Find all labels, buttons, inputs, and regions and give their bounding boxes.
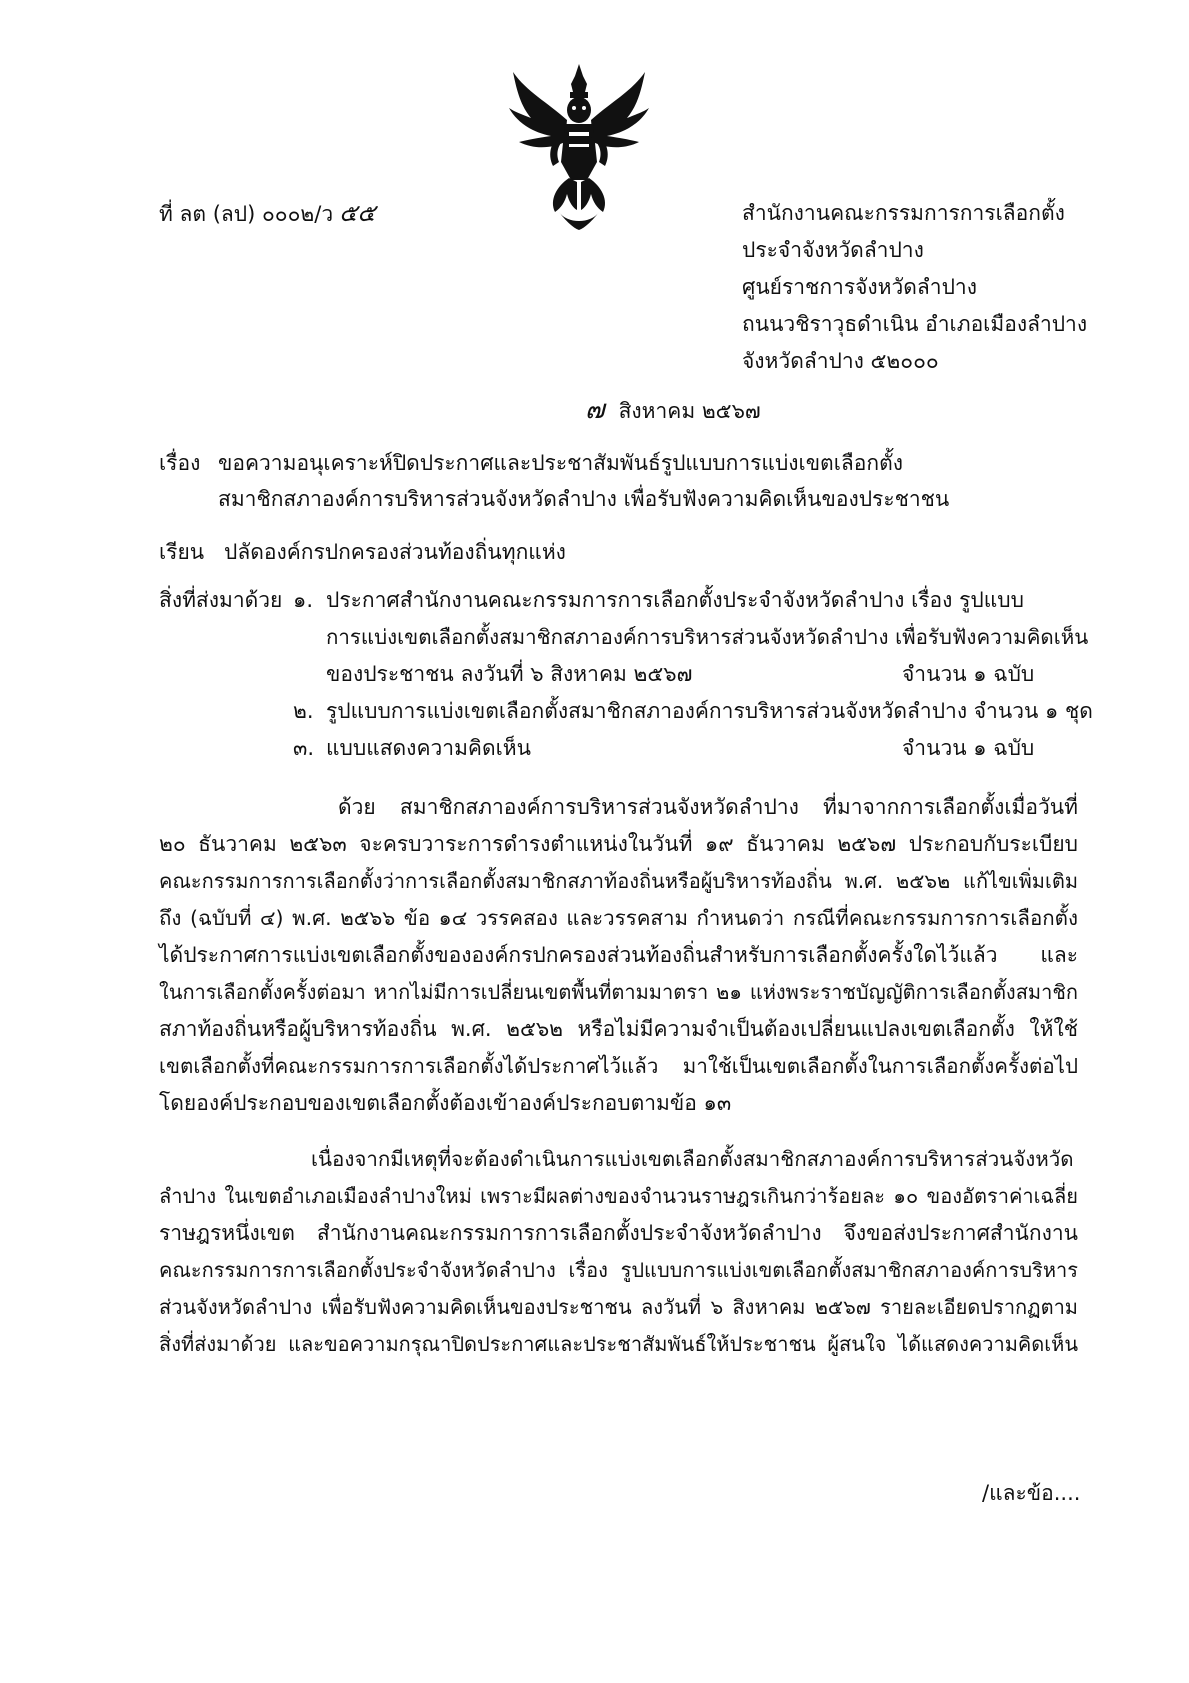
paragraph-line: เนื่องจากมีเหตุที่จะต้องดำเนินการแบ่งเขตเลือกตั้งสมาชิกสภาองค์การบริหารส่วนจังหวัด [311,1147,1074,1171]
enclosures-label: สิ่งที่ส่งมาด้วย [159,588,283,612]
paragraph-line: ได้ประกาศการแบ่งเขตเลือกตั้งขององค์กรปกครองส่วนท้องถิ่นสำหรับการเลือกตั้งครั้งใดไว้แล้ว และ [159,943,1078,967]
reference-number-handwritten: ๕๕ [339,199,376,227]
paragraph-line: ส่วนจังหวัดลำปาง เพื่อรับฟังความคิดเห็นของประชาชน ลงวันที่ ๖ สิงหาคม ๒๕๖๗ รายละเอียดปรากฏตาม [159,1295,1078,1319]
address-line: ศูนย์ราชการจังหวัดลำปาง [742,275,977,299]
paragraph-line: ๒๐ ธันวาคม ๒๕๖๓ จะครบวาระการดำรงตำแหน่งในวันที่ ๑๙ ธันวาคม ๒๕๖๗ ประกอบกับระเบียบ [159,832,1078,856]
date-month-year: สิงหาคม ๒๕๖๗ [618,399,761,423]
paragraph-line: ลำปาง ในเขตอำเภอเมืองลำปางใหม่ เพราะมีผลต่างของจำนวนราษฎรเกินกว่าร้อยละ ๑๐ ของอัตราค่าเฉลี่ย [159,1184,1078,1208]
address-line: สำนักงานคณะกรรมการการเลือกตั้ง [742,201,1065,225]
subject-line: สมาชิกสภาองค์การบริหารส่วนจังหวัดลำปาง เพื่อรับฟังความคิดเห็นของประชาชน [218,487,950,511]
paragraph-line: ถึง (ฉบับที่ ๔) พ.ศ. ๒๕๖๖ ข้อ ๑๔ วรรคสอง และวรรคสาม กำหนดว่า กรณีที่คณะกรรมการการเลือกตั้ง [159,906,1078,930]
paragraph-line: สิ่งที่ส่งมาด้วย และขอความกรุณาปิดประกาศและประชาสัมพันธ์ให้ประชาชน ผู้สนใจ ได้แสดงความคิดเห็น [159,1332,1078,1356]
paragraph-line: คณะกรรมการการเลือกตั้งประจำจังหวัดลำปาง เรื่อง รูปแบบการแบ่งเขตเลือกตั้งสมาชิกสภาองค์การบริหาร [159,1258,1078,1282]
recipient-label: เรียน [159,540,205,564]
enclosure-line: ประกาศสำนักงานคณะกรรมการการเลือกตั้งประจำจังหวัดลำปาง เรื่อง รูปแบบ [326,588,1024,612]
page-continuation: /และข้อ.... [982,1481,1081,1505]
subject-line: ขอความอนุเคราะห์ปิดประกาศและประชาสัมพันธ์รูปแบบการแบ่งเขตเลือกตั้ง [218,451,903,475]
enclosure-number: ๒. [293,699,314,723]
garuda-emblem-icon [507,62,652,232]
recipient-text: ปลัดองค์กรปกครองส่วนท้องถิ่นทุกแห่ง [224,540,566,564]
paragraph-line: สภาท้องถิ่นหรือผู้บริหารท้องถิ่น พ.ศ. ๒๕๖๒ หรือไม่มีความจำเป็นต้องเปลี่ยนแปลงเขตเลือกตั้ง ให้ใช้ [159,1017,1078,1041]
enclosure-line: รูปแบบการแบ่งเขตเลือกตั้งสมาชิกสภาองค์การบริหารส่วนจังหวัดลำปาง จำนวน ๑ ชุด [326,699,1093,723]
subject-label: เรื่อง [159,451,201,475]
paragraph-line: เขตเลือกตั้งที่คณะกรรมการการเลือกตั้งได้ประกาศไว้แล้ว มาใช้เป็นเขตเลือกตั้งในการเลือกตั้งครั้งต่อไป [159,1054,1078,1078]
paragraph-line: คณะกรรมการการเลือกตั้งว่าการเลือกตั้งสมาชิกสภาท้องถิ่นหรือผู้บริหารท้องถิ่น พ.ศ. ๒๕๖๒ แก้ไขเพิ่มเติม [159,869,1078,893]
letter-date [585,395,761,426]
enclosure-number: ๑. [293,588,314,612]
enclosure-line: ของประชาชน ลงวันที่ ๖ สิงหาคม ๒๕๖๗ [326,662,693,686]
date-day-handwritten: ๗ [585,395,605,425]
enclosure-line: แบบแสดงความคิดเห็น [326,736,531,760]
paragraph-line: ในการเลือกตั้งครั้งต่อมา หากไม่มีการเปลี่ยนเขตพื้นที่ตามมาตรา ๒๑ แห่งพระราชบัญญัติการเลือกตั้งสมาชิก [159,980,1078,1004]
reference-number [159,198,375,229]
paragraph-line: ด้วย สมาชิกสภาองค์การบริหารส่วนจังหวัดลำปาง ที่มาจากการเลือกตั้งเมื่อวันที่ [338,795,1078,819]
address-line: จังหวัดลำปาง ๕๒๐๐๐ [742,349,939,373]
paragraph-line: โดยองค์ประกอบของเขตเลือกตั้งต้องเข้าองค์ประกอบตามข้อ ๑๓ [159,1091,732,1115]
paragraph-line: ราษฎรหนึ่งเขต สำนักงานคณะกรรมการการเลือกตั้งประจำจังหวัดลำปาง จึงขอส่งประกาศสำนักงาน [159,1221,1078,1245]
enclosure-quantity: จำนวน ๑ ฉบับ [902,736,1035,760]
address-line: ถนนวชิราวุธดำเนิน อำเภอเมืองลำปาง [742,312,1088,336]
reference-number-text: ที่ ลต (ลป) ๐๐๐๒/ว [159,202,334,226]
enclosure-quantity: จำนวน ๑ ฉบับ [902,662,1035,686]
enclosure-line: การแบ่งเขตเลือกตั้งสมาชิกสภาองค์การบริหารส่วนจังหวัดลำปาง เพื่อรับฟังความคิดเห็น [326,625,1089,649]
enclosure-number: ๓. [293,736,315,760]
address-line: ประจำจังหวัดลำปาง [742,238,924,262]
